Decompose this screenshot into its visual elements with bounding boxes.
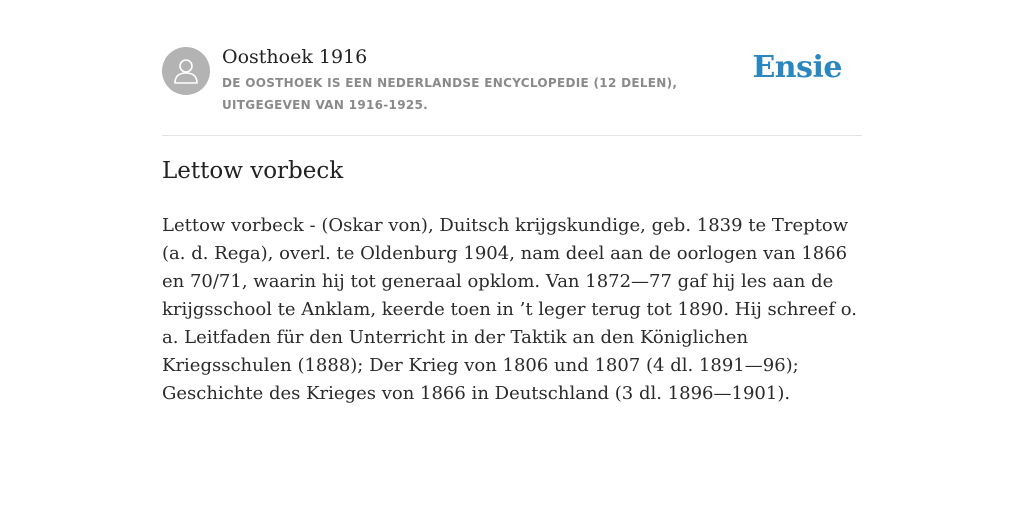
header-divider [162, 135, 862, 136]
source-description: DE OOSTHOEK IS EEN NEDERLANDSE ENCYCLOPEDIE (12 DELEN), UITGEGEVEN VAN 1916-1925. [222, 76, 678, 112]
entry-body: Lettow vorbeck - (Oskar von), Duitsch krijgskundige, geb. 1839 te Treptow (a. d. Rega), overl. te Oldenburg 1904, nam deel aan de oorlogen van 1866 en 70/71, waarin hij tot generaal opklom. Van 1872—77 gaf hij les aan de krijgsschool te Anklam, keerde toen in ’t leger terug tot 1890. Hij schreef o. a. Leitfaden für den Unterricht in der Taktik an den Königlichen Kriegsschulen (1888); Der Krieg von 1806 und 1807 (4 dl. 1891—96); Geschichte des Krieges von 1866 in Deutschland (3 dl. 1896—1901). [162, 215, 857, 404]
entry-title: Lettow vorbeck [162, 158, 344, 184]
user-avatar-icon[interactable] [162, 47, 210, 95]
source-header [162, 44, 862, 124]
ensie-logo[interactable]: Ensie [752, 50, 842, 85]
source-title[interactable]: Oosthoek 1916 [222, 46, 368, 68]
person-outline-icon [171, 56, 201, 86]
